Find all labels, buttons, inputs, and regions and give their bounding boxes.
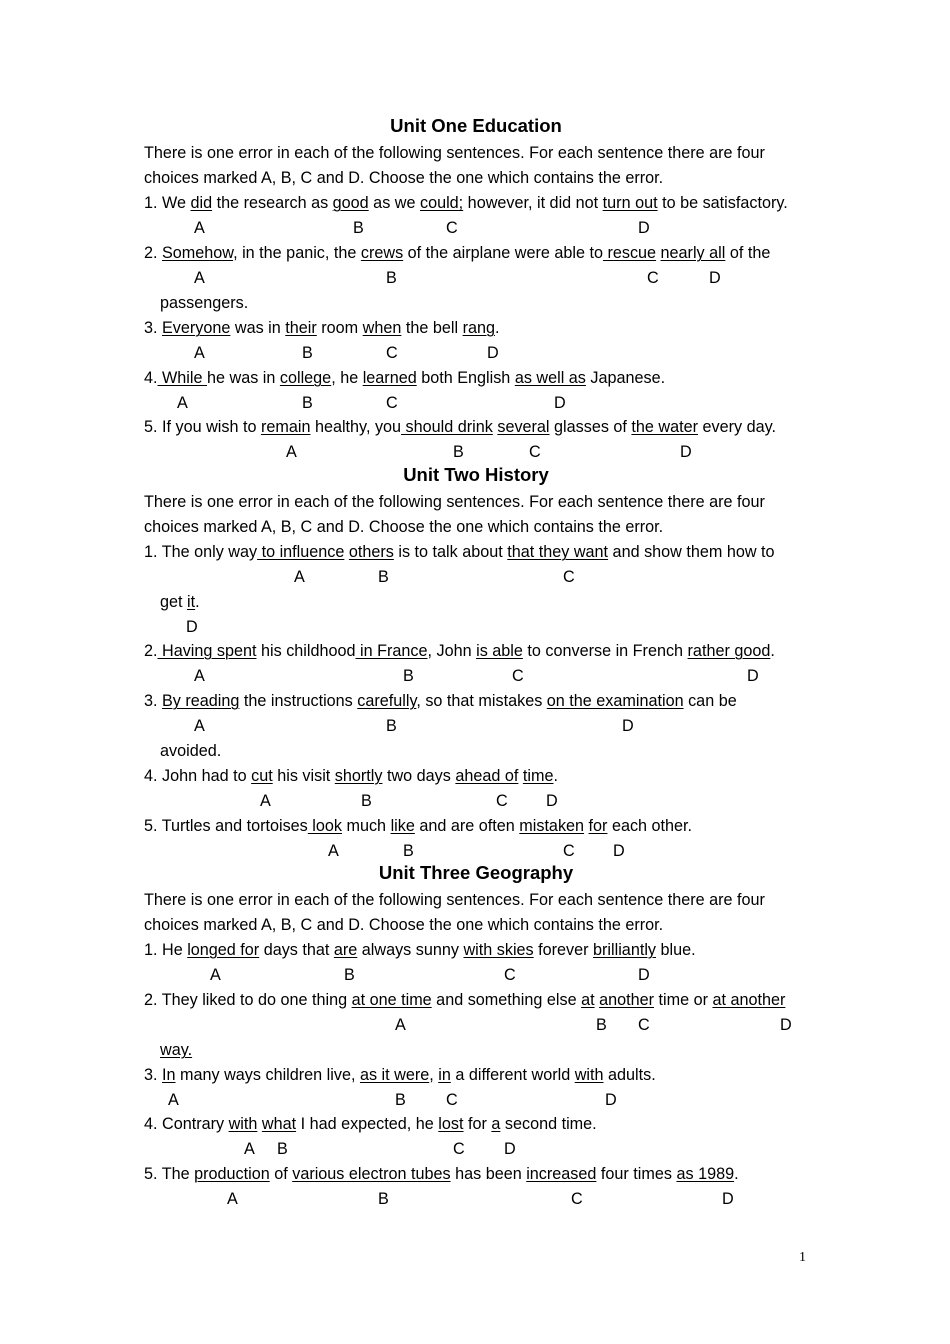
option-b-text: good — [332, 194, 369, 212]
instructions-line: There is one error in each of the following sentences. For each sentence there are four — [144, 493, 765, 511]
option-label: D — [546, 792, 558, 810]
option-label: C — [512, 667, 524, 685]
option-label: C — [563, 568, 575, 586]
option-b-text: various electron tubes — [292, 1165, 451, 1183]
option-label: A — [260, 792, 271, 810]
option-c-text: in — [438, 1066, 451, 1084]
option-label: A — [286, 443, 297, 461]
option-label: D — [613, 842, 625, 860]
option-a-text: production — [194, 1165, 270, 1183]
option-a-text: In — [162, 1066, 176, 1084]
option-b-text: college — [279, 369, 332, 387]
option-c-text: rescue — [602, 244, 657, 262]
option-label: D — [504, 1140, 516, 1158]
option-label: A — [168, 1091, 179, 1109]
instructions-line: choices marked A, B, C and D. Choose the one which contains the error. — [144, 916, 664, 934]
option-b-text: others — [348, 543, 394, 561]
option-a-text: By reading — [162, 692, 240, 710]
option-label: B — [378, 568, 389, 586]
question-sentence: 2. Somehow, in the panic, the crews of the airplane were able to rescue nearly all of the — [144, 244, 771, 262]
option-label: C — [446, 219, 458, 237]
option-label: B — [386, 269, 397, 287]
option-c-text: when — [362, 319, 402, 337]
option-label: C — [453, 1140, 465, 1158]
option-label: C — [647, 269, 659, 287]
option-b-text: should drink — [401, 418, 493, 436]
option-label: C — [504, 966, 516, 984]
option-a-text: at one time — [351, 991, 432, 1009]
option-c-text: ahead of — [455, 767, 519, 785]
option-label: B — [395, 1091, 406, 1109]
question-continuation: way. — [160, 1041, 193, 1059]
option-a-text: did — [190, 194, 213, 212]
question-sentence: 4. Contrary with what I had expected, he lost for a second time. — [144, 1115, 597, 1133]
option-a-text: Having spent — [157, 642, 257, 660]
option-label: C — [446, 1091, 458, 1109]
question-sentence: 5. The production of various electron tubes has been increased four times as 1989. — [144, 1165, 739, 1183]
option-label: D — [638, 219, 650, 237]
option-label: D — [638, 966, 650, 984]
question-sentence: 3. In many ways children live, as it were, in a different world with adults. — [144, 1066, 656, 1084]
unit-heading: Unit One Education — [390, 115, 562, 136]
option-d-text: the water — [631, 418, 699, 436]
option-a-text: to influence — [257, 543, 345, 561]
option-d-text: rang — [462, 319, 495, 337]
unit-heading: Unit Three Geography — [378, 862, 574, 883]
option-a-text: remain — [260, 418, 311, 436]
option-label: C — [386, 394, 398, 412]
option-label: B — [596, 1016, 607, 1034]
option-label: B — [403, 667, 414, 685]
option-d-text: a — [491, 1115, 501, 1133]
option-label: B — [344, 966, 355, 984]
option-d-text: with — [574, 1066, 604, 1084]
option-d-text: it — [187, 593, 196, 611]
option-label: C — [496, 792, 508, 810]
option-a-text: look — [307, 817, 342, 835]
option-label: A — [328, 842, 339, 860]
question-sentence: 1. The only way to influence others is to talk about that they want and show them how to — [144, 543, 775, 561]
option-label: A — [194, 219, 205, 237]
option-label: A — [177, 394, 188, 412]
option-a-text: with — [228, 1115, 258, 1133]
instructions-line: There is one error in each of the following sentences. For each sentence there are four — [144, 144, 765, 162]
option-label: A — [194, 667, 205, 685]
option-label: D — [780, 1016, 792, 1034]
question-sentence: 3. Everyone was in their room when the bell rang. — [144, 319, 500, 337]
option-label: A — [395, 1016, 406, 1034]
option-d-text: as well as — [514, 369, 586, 387]
option-a-text: While — [157, 369, 207, 387]
option-label: C — [563, 842, 575, 860]
option-c-text: with skies — [463, 941, 534, 959]
option-c-text: several — [497, 418, 550, 436]
question-sentence: 3. By reading the instructions carefully, so that mistakes on the examination can be — [144, 692, 737, 710]
question-sentence: 1. He longed for days that are always sunny with skies forever brilliantly blue. — [144, 941, 696, 959]
option-label: B — [353, 219, 364, 237]
option-c-text: that they want — [507, 543, 609, 561]
option-c-text: increased — [526, 1165, 597, 1183]
option-d-text: time — [522, 767, 554, 785]
option-c-text: is able — [476, 642, 523, 660]
option-label: C — [571, 1190, 583, 1208]
question-continuation: passengers. — [160, 294, 249, 312]
option-d-text: on the examination — [546, 692, 684, 710]
option-label: B — [302, 344, 313, 362]
unit-heading: Unit Two History — [403, 464, 549, 485]
option-label: B — [453, 443, 464, 461]
option-label: B — [277, 1140, 288, 1158]
question-continuation: get it. — [160, 593, 200, 611]
option-label: A — [194, 717, 205, 735]
question-sentence: 2. They liked to do one thing at one time and something else at another time or at another — [144, 991, 786, 1009]
option-c-text: lost — [438, 1115, 464, 1133]
option-label: D — [605, 1091, 617, 1109]
option-label: A — [210, 966, 221, 984]
question-sentence: 2. Having spent his childhood in France, John is able to converse in French rather good. — [144, 642, 775, 660]
option-b-text: what — [261, 1115, 297, 1133]
option-b-text: at — [581, 991, 595, 1009]
option-b-text: as it were — [359, 1066, 430, 1084]
option-label: C — [638, 1016, 650, 1034]
option-label: B — [302, 394, 313, 412]
option-label: B — [386, 717, 397, 735]
option-a-text: Somehow — [162, 244, 234, 262]
option-d-text: turn out — [602, 194, 658, 212]
option-d-text: rather good — [687, 642, 771, 660]
option-b-text: their — [285, 319, 317, 337]
option-label: D — [709, 269, 721, 287]
option-label: D — [622, 717, 634, 735]
option-c-text: could; — [419, 194, 464, 212]
option-d-text: for — [588, 817, 608, 835]
option-label: D — [680, 443, 692, 461]
option-label: D — [554, 394, 566, 412]
option-b-text: in France — [355, 642, 428, 660]
option-a-text: Everyone — [162, 319, 231, 337]
option-c-text: another — [599, 991, 654, 1009]
option-d-text: brilliantly — [593, 941, 657, 959]
option-label: D — [722, 1190, 734, 1208]
option-d-text: nearly all — [660, 244, 726, 262]
option-label: D — [487, 344, 499, 362]
option-b-text: like — [390, 817, 415, 835]
option-d-text: at another — [712, 991, 786, 1009]
option-label: B — [403, 842, 414, 860]
option-label: C — [529, 443, 541, 461]
question-sentence: 5. Turtles and tortoises look much like and are often mistaken for each other. — [144, 817, 693, 835]
option-d-text: as 1989 — [676, 1165, 735, 1183]
question-sentence: 5. If you wish to remain healthy, you should drink several glasses of the water every day. — [144, 418, 776, 436]
option-label: A — [244, 1140, 255, 1158]
option-b-text: carefully — [357, 692, 417, 710]
option-label: B — [361, 792, 372, 810]
question-sentence: 1. We did the research as good as we could; however, it did not turn out to be satisfactory. — [144, 194, 788, 212]
option-b-text: are — [333, 941, 358, 959]
option-label: C — [386, 344, 398, 362]
option-label: B — [378, 1190, 389, 1208]
instructions-line: choices marked A, B, C and D. Choose the one which contains the error. — [144, 169, 664, 187]
question-sentence: 4. While he was in college, he learned both English as well as Japanese. — [144, 369, 666, 387]
option-b-text: crews — [360, 244, 404, 262]
option-c-text: learned — [362, 369, 417, 387]
option-label: A — [194, 344, 205, 362]
option-label: D — [186, 618, 198, 636]
option-c-text: mistaken — [519, 817, 585, 835]
option-a-text: cut — [251, 767, 273, 785]
option-label: A — [227, 1190, 238, 1208]
page-number: 1 — [799, 1250, 806, 1265]
option-label: D — [747, 667, 759, 685]
option-label: A — [194, 269, 205, 287]
instructions-line: There is one error in each of the following sentences. For each sentence there are four — [144, 891, 765, 909]
question-sentence: 4. John had to cut his visit shortly two days ahead of time. — [144, 767, 558, 785]
question-continuation: avoided. — [160, 742, 222, 760]
option-a-text: longed for — [187, 941, 260, 959]
instructions-line: choices marked A, B, C and D. Choose the one which contains the error. — [144, 518, 664, 536]
option-label: A — [294, 568, 305, 586]
option-b-text: shortly — [334, 767, 383, 785]
